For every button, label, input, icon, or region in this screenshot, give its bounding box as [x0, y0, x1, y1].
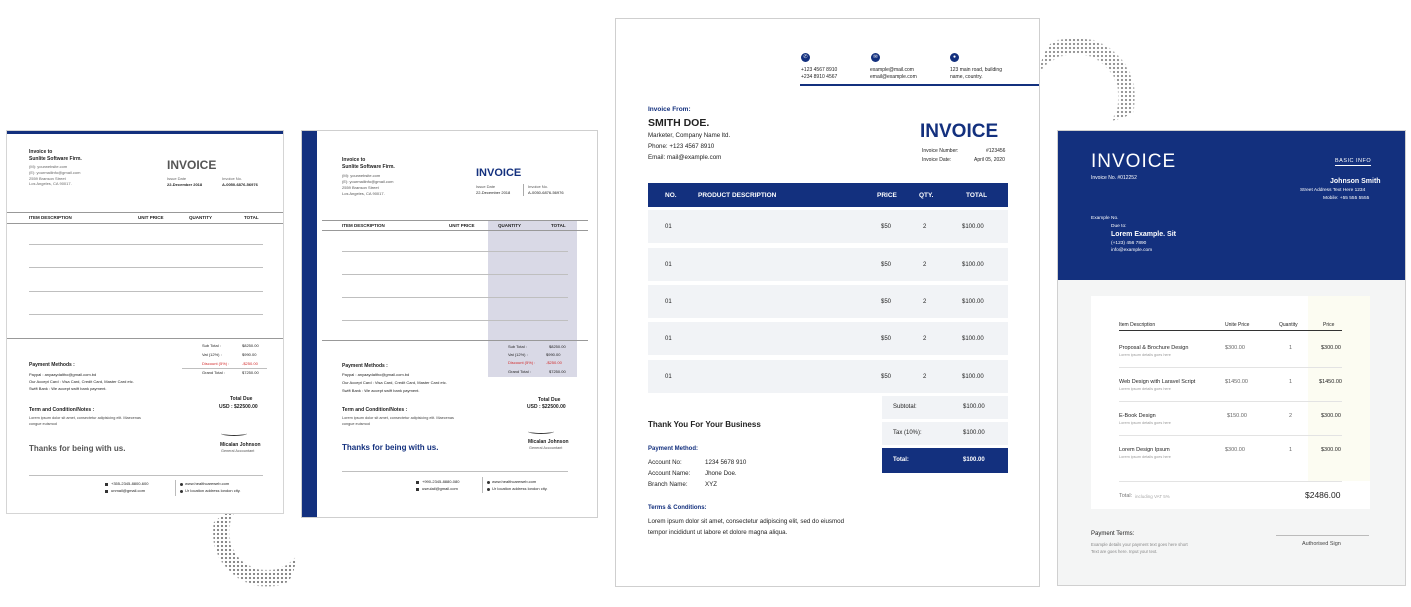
subtotal-value: $100.00: [963, 404, 985, 410]
col-total: TOTAL: [966, 192, 988, 199]
branch-name-value: XYZ: [705, 481, 718, 488]
sender-name: SMITH DOE.: [648, 117, 710, 129]
client-name: Lorem Example. Sit: [1111, 231, 1176, 238]
account-no-value: 1234 5678 910: [705, 459, 747, 466]
invoice-title: INVOICE: [920, 121, 999, 142]
owner-address: Street Address Text Here 1234: [1300, 188, 1366, 193]
col-unit-price: Unite Price: [1225, 322, 1250, 328]
terms-heading: Terms & Conditions:: [648, 505, 707, 511]
row-qty: 2: [923, 299, 927, 305]
payment-method-line: Paypal : anyaaydaltho@gmail.com.bd: [342, 372, 410, 377]
thanks-message: Thanks for being with us.: [29, 444, 126, 453]
footer-address: Ur location address london city.: [185, 488, 241, 493]
location-icon: ●: [950, 53, 959, 62]
tax-row: [882, 422, 1008, 445]
vat-value: $990.00: [242, 352, 257, 357]
top-accent-bar: [7, 131, 284, 134]
item-line: [342, 297, 568, 298]
row-qty: 2: [923, 336, 927, 342]
sender-email: Email: mail@example.com: [648, 154, 722, 161]
invoice-title: INVOICE: [476, 167, 522, 179]
item-unit-price: $150.00: [1227, 413, 1247, 419]
col-quantity: Quantity: [1279, 322, 1298, 328]
web-icon: [487, 481, 490, 484]
table-row: [648, 248, 1008, 281]
terms-heading: Term and Condition/Notes :: [342, 407, 408, 413]
row-price: $50: [881, 224, 892, 230]
item-name: Web Design with Laravel Script: [1119, 379, 1196, 385]
item-unit-price: $300.00: [1225, 447, 1245, 453]
account-name-value: Jhone Doe.: [705, 470, 737, 477]
row-qty: 2: [923, 374, 927, 380]
subtotal-label: Sub Total :: [202, 343, 221, 348]
item-unit-price: $1450.00: [1225, 379, 1248, 385]
item-sub: Lorem ipsum details goes here: [1119, 387, 1171, 391]
col-unit-price: UNIT PRICE: [449, 223, 475, 228]
halftone-arc-top: [1040, 22, 1158, 122]
discount-value: -$250.00: [546, 360, 562, 365]
total-label: Total:: [1119, 493, 1133, 499]
invoice-no-value: A-0050-6876-56976: [528, 190, 564, 195]
total-value: $2486.00: [1305, 490, 1341, 500]
terms-text: congue euismod: [342, 422, 370, 426]
discount-value: -$250.00: [242, 361, 258, 366]
header-email: email@example.com: [870, 74, 917, 80]
terms-text: Lorem ipsum dolor sit amet, consectetur adipisicing elit. Maecenas: [342, 416, 454, 420]
item-line: [29, 314, 263, 315]
mail-icon: [105, 490, 108, 493]
tax-label: Tax (10%):: [893, 430, 922, 436]
table-row: [648, 360, 1008, 393]
item-unit-price: $300.00: [1225, 345, 1245, 351]
col-total: TOTAL: [551, 223, 566, 228]
header-address: name, country.: [950, 74, 983, 80]
discount-label: Discount (5%) :: [508, 360, 536, 365]
row-total: $100.00: [962, 262, 984, 268]
row-total: $100.00: [962, 374, 984, 380]
total-label: Total:: [893, 457, 909, 463]
grand-total-label: Grand Total :: [202, 370, 225, 375]
item-line: [29, 267, 263, 268]
row-price: $50: [881, 374, 892, 380]
list-item: [1119, 402, 1342, 436]
col-unit-price: UNIT PRICE: [138, 215, 164, 220]
terms-text: Lorem ipsum dolor sit amet, consectetur adipisicing elit. Maecenas: [29, 416, 141, 420]
issue-date-label: Issue Date: [476, 184, 496, 189]
col-price: Price: [1323, 322, 1335, 328]
item-qty: 1: [1289, 379, 1293, 385]
table-row: [648, 322, 1008, 355]
payment-terms-heading: Payment Terms:: [1091, 531, 1135, 537]
payment-method-line: Our Accept Card : Visa Card, Credit Card, Master Card etc.: [342, 380, 447, 385]
row-price: $50: [881, 262, 892, 268]
header-email: example@mail.com: [870, 67, 914, 73]
total-due-value: USD : $22500.00: [527, 404, 566, 410]
sender-role: Marketer, Company Name ltd.: [648, 132, 731, 139]
client-line: (M): yourwebsite.com: [29, 164, 68, 169]
client-line: Los Angeles, CA 90017.: [29, 181, 72, 186]
item-line: [342, 251, 568, 252]
payment-method-line: Paypal : anyaaydaltho@gmail.com.bd: [29, 372, 97, 377]
row-no: 01: [665, 336, 672, 342]
list-item: [1119, 368, 1342, 402]
item-sub: Lorem ipsum details goes here: [1119, 353, 1171, 357]
vat-label: Vat (12%) :: [508, 352, 528, 357]
header-rule: [800, 84, 1040, 86]
invoice-template-4[interactable]: [1057, 130, 1406, 586]
terms-text: congue euismod: [29, 422, 57, 426]
row-total: $100.00: [962, 224, 984, 230]
total-due-value: USD : $22500.00: [219, 404, 258, 410]
item-line: [29, 244, 263, 245]
item-qty: 2: [1289, 413, 1293, 419]
col-item-description: ITEM DESCRIPTION: [342, 223, 385, 228]
col-no: NO.: [665, 192, 677, 199]
row-qty: 2: [923, 224, 927, 230]
header-phone: +234 8910 4567: [801, 74, 838, 80]
row-total: $100.00: [962, 336, 984, 342]
client-line: (M): yourwebsite.com: [342, 173, 381, 178]
col-quantity: QUANTITY: [189, 215, 212, 220]
item-price: $300.00: [1321, 447, 1341, 453]
signer-role: General Accountant: [529, 446, 563, 450]
col-quantity: QUANTITY: [498, 223, 521, 228]
owner-mobile: Mobile: +55 555 5555: [1323, 196, 1370, 201]
invoice-date-value: April 05, 2020: [974, 157, 1005, 163]
vat-value: $990.00: [546, 352, 561, 357]
col-item-description: ITEM DESCRIPTION: [29, 215, 72, 220]
row-no: 01: [665, 299, 672, 305]
payment-methods-heading: Payment Methods :: [342, 363, 388, 369]
thank-you-message: Thank You For Your Business: [648, 420, 761, 429]
quantity-total-shade: [488, 220, 577, 377]
item-qty: 1: [1289, 345, 1293, 351]
payment-method-heading: Payment Method:: [648, 446, 699, 452]
header-phone: +123 4567 8910: [801, 67, 838, 73]
subtotal-label: Sub Total :: [508, 344, 527, 349]
invoice-number-label: Invoice Number:: [922, 148, 959, 154]
list-item: [1119, 334, 1342, 368]
invoice-number-value: #123456: [986, 148, 1006, 154]
footer-mail: unmail@gmail.com: [111, 488, 146, 493]
signer-role: General Accountant: [221, 449, 255, 453]
invoice-no-label: Invoice No.: [528, 184, 549, 189]
col-total: TOTAL: [244, 215, 259, 220]
phone-icon: [416, 481, 419, 484]
branch-name-label: Branch Name:: [648, 481, 688, 488]
invoice-date-label: Invoice Date:: [922, 157, 952, 163]
client-line: Los Angeles, CA 90017.: [342, 191, 385, 196]
item-line: [342, 320, 568, 321]
location-icon: [487, 488, 490, 491]
footer-phone: +990-2345-8880-080: [422, 479, 460, 484]
invoice-title: INVOICE: [1091, 151, 1177, 172]
left-accent-bar: [302, 131, 317, 518]
row-price: $50: [881, 299, 892, 305]
authorised-signature: Authorised Sign: [1302, 541, 1341, 547]
invoice-no-label: Invoice No.: [222, 176, 243, 181]
invoice-template-3[interactable]: [615, 18, 1040, 587]
total-note: including VAT 5%: [1135, 494, 1170, 499]
discount-label: Discount (5%) :: [202, 361, 230, 366]
payment-method-line: Swift Bank : We accept swift bank payment.: [29, 386, 107, 391]
row-no: 01: [665, 224, 672, 230]
list-item: [1119, 436, 1342, 470]
client-line: (E): yourmailinfo@gmail.com: [342, 179, 394, 184]
client-name: Sunlite Software Firm.: [29, 156, 82, 162]
item-sub: Lorem ipsum details goes here: [1119, 421, 1171, 425]
item-name: Proposal & Brochure Design: [1119, 345, 1189, 351]
vat-label: Vat (12%) :: [202, 352, 222, 357]
item-sub: Lorem ipsum details goes here: [1119, 455, 1171, 459]
client-name: Sunlite Software Firm.: [342, 164, 395, 170]
footer-web: www.healthcareweb.com: [185, 481, 230, 486]
grand-total-value: $7250.00: [549, 369, 566, 374]
item-qty: 1: [1289, 447, 1293, 453]
footer-address: Ur location address london city.: [492, 486, 548, 491]
signature-scribble: [528, 429, 554, 434]
invoice-title: INVOICE: [167, 158, 217, 172]
col-item-description: Item Description: [1119, 322, 1156, 328]
web-icon: [180, 483, 183, 486]
terms-text: tempor incididunt ut labore et dolore magna aliqua.: [648, 529, 788, 536]
terms-heading: Term and Condition/Notes :: [29, 407, 95, 413]
mail-icon: [416, 488, 419, 491]
row-qty: 2: [923, 262, 927, 268]
signer-name: Micalan Johnson: [220, 442, 261, 448]
phone-icon: ✆: [801, 53, 810, 62]
total-row: [882, 448, 1008, 473]
subtotal-row: [882, 396, 1008, 419]
item-price: $300.00: [1321, 413, 1341, 419]
invoice-to-label: Invoice to: [29, 149, 53, 155]
payment-method-line: Swift Bank : We accept swift bank payment.: [342, 388, 420, 393]
client-email: info@example.com: [1111, 248, 1153, 253]
issue-date-value: 22-December 2018: [167, 182, 203, 187]
payment-terms-text: Example details your payment text goes here short: [1091, 542, 1188, 547]
invoice-to-label: Invoice to: [342, 157, 366, 163]
col-product-description: PRODUCT DESCRIPTION: [698, 192, 777, 199]
client-line: (E): yourmailinfo@gmail.com: [29, 170, 81, 175]
grand-total-value: $7250.00: [242, 370, 259, 375]
row-total: $100.00: [962, 299, 984, 305]
item-line: [342, 274, 568, 275]
invoice-template-1[interactable]: [6, 130, 284, 514]
subtotal-value: $8250.00: [242, 343, 259, 348]
footer-web: www.healthcareweb.com: [492, 479, 537, 484]
phone-icon: [105, 483, 108, 486]
due-to-label: Due to:: [1111, 224, 1127, 229]
sender-phone: Phone: +123 4567 8910: [648, 143, 715, 150]
subtotal-value: $8250.00: [549, 344, 566, 349]
payment-method-line: Our Accept Card : Visa Card, Credit Card, Master Card etc.: [29, 379, 134, 384]
item-line: [29, 291, 263, 292]
item-name: Lorem Design Ipsum: [1119, 447, 1170, 453]
header-address: 123 main road, building: [950, 67, 1002, 73]
table-row: [648, 285, 1008, 318]
footer-mail: useulail@gmail.com: [422, 486, 458, 491]
payment-methods-heading: Payment Methods :: [29, 362, 75, 368]
table-row: [648, 210, 1008, 243]
issue-date-label: Issue Date: [167, 176, 187, 181]
client-line: 2559 Branson Street: [342, 185, 379, 190]
payment-terms-text: Text are goes here. Input your text.: [1091, 549, 1158, 554]
total-due-label: Total Due: [538, 397, 561, 403]
basic-info-label: BASIC INFO: [1335, 158, 1372, 164]
tax-value: $100.00: [963, 430, 985, 436]
mail-icon: ✉: [871, 53, 880, 62]
subtotal-label: Subtotal:: [893, 404, 917, 410]
total-value: $100.00: [963, 457, 985, 463]
total-due-label: Total Due: [230, 396, 253, 402]
grand-total-label: Grand Total :: [508, 369, 531, 374]
owner-name: Johnson Smith: [1330, 178, 1381, 185]
row-price: $50: [881, 336, 892, 342]
thanks-message: Thanks for being with us.: [342, 443, 439, 452]
terms-text: Lorem ipsum dolor sit amet, consectetur adipiscing elit, sed do eiusmod: [648, 518, 845, 525]
client-line: 2559 Branson Street: [29, 176, 66, 181]
halftone-arc-bottom: [200, 508, 296, 604]
example-no: Example No.: [1091, 216, 1119, 221]
invoice-from-label: Invoice From:: [648, 106, 691, 113]
row-no: 01: [665, 262, 672, 268]
signature-scribble: [221, 431, 247, 436]
item-price: $1450.00: [1319, 379, 1342, 385]
invoice-number: Invoice No. #012252: [1091, 175, 1137, 181]
invoice-template-2[interactable]: [301, 130, 598, 518]
footer-phone: +355-2345-8800-600: [111, 481, 149, 486]
item-name: E-Book Design: [1119, 413, 1156, 419]
account-name-label: Account Name:: [648, 470, 691, 477]
signer-name: Micalan Johnson: [528, 439, 569, 445]
invoice-no-value: A-0050-6876-56976: [222, 182, 258, 187]
col-qty: QTY.: [919, 192, 934, 199]
issue-date-value: 22-December 2018: [476, 190, 511, 195]
row-no: 01: [665, 374, 672, 380]
col-price: PRICE: [877, 192, 897, 199]
item-price: $300.00: [1321, 345, 1341, 351]
account-no-label: Account No:: [648, 459, 682, 466]
client-phone: (+123) 456 7890: [1111, 241, 1147, 246]
location-icon: [180, 490, 183, 493]
